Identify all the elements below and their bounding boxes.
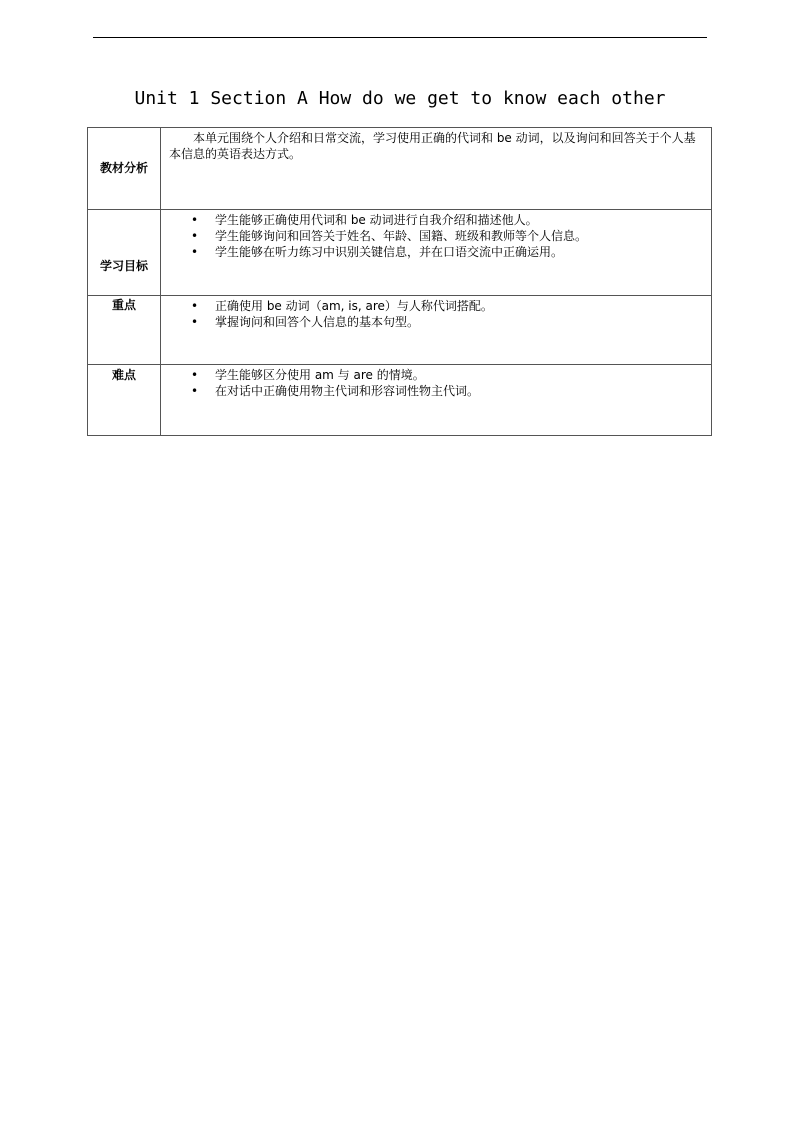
bullet-icon: • — [191, 315, 199, 329]
header-rule — [93, 37, 707, 38]
bullet-icon: • — [191, 299, 199, 313]
row-label: 教材分析 — [99, 160, 148, 175]
row-label-cell — [88, 296, 161, 365]
table-row — [88, 128, 712, 210]
analysis-paragraph: 本单元围绕个人介绍和日常交流，学习使用正确的代词和 be 动词，以及询问和回答关于个人基本信息的英语表达方式。 — [169, 131, 696, 161]
bullet-icon: • — [191, 368, 199, 382]
bullet-icon: • — [191, 213, 199, 227]
row-content-cell — [161, 365, 712, 436]
list-item: • 学生能够区分使用 am 与 are 的情境。 — [191, 368, 425, 382]
table-row — [88, 210, 712, 296]
list-item: • 学生能够正确使用代词和 be 动词进行自我介绍和描述他人。 — [191, 213, 538, 227]
row-label: 重点 — [111, 298, 136, 312]
row-label: 难点 — [111, 368, 136, 382]
row-label-cell — [88, 365, 161, 436]
row-label: 学习目标 — [99, 259, 148, 273]
list-item: • 学生能够询问和回答关于姓名、年龄、国籍、班级和教师等个人信息。 — [191, 229, 588, 243]
list-item: • 在对话中正确使用物主代词和形容词性物主代词。 — [191, 384, 480, 398]
row-content-cell — [161, 210, 712, 296]
row-content-cell — [161, 128, 712, 210]
document-title: Unit 1 Section A How do we get to know each other — [134, 88, 666, 109]
objectives-list — [169, 212, 707, 260]
bullet-icon: • — [191, 229, 199, 243]
row-content-cell — [161, 296, 712, 365]
table-row — [88, 365, 712, 436]
difficulties-list — [169, 367, 707, 399]
key-points-list — [169, 298, 707, 330]
list-item: • 掌握询问和回答个人信息的基本句型。 — [191, 315, 420, 329]
bullet-icon: • — [191, 245, 199, 259]
list-item: • 正确使用 be 动词（am, is, are）与人称代词搭配。 — [191, 299, 493, 313]
list-item: • 学生能够在听力练习中识别关键信息，并在口语交流中正确运用。 — [191, 245, 564, 259]
table-row — [88, 296, 712, 365]
lesson-plan-table — [87, 127, 712, 436]
row-label-cell — [88, 128, 161, 210]
row-label-cell — [88, 210, 161, 296]
bullet-icon: • — [191, 384, 199, 398]
